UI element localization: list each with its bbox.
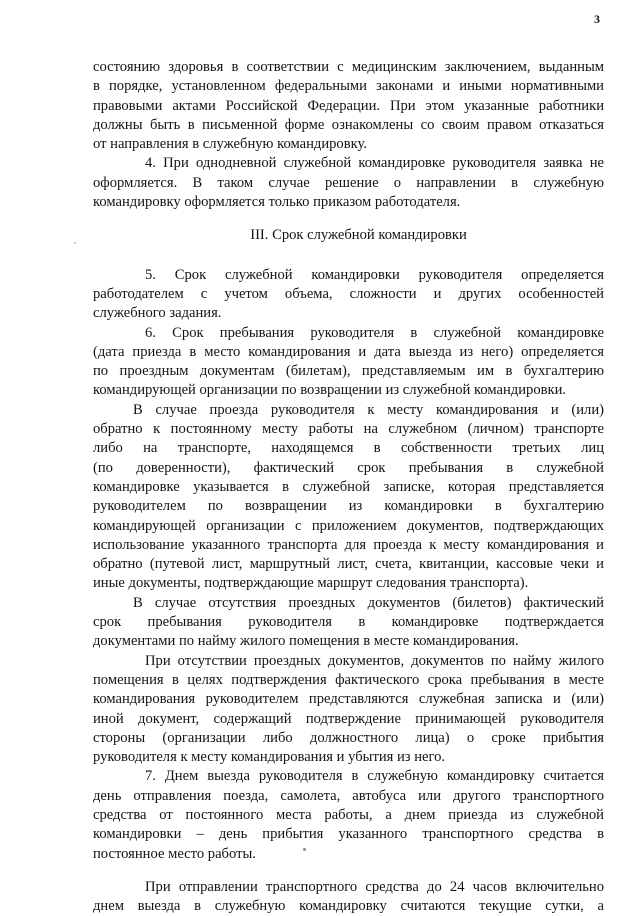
text-line: либо на транспорте, находящемся в собственности третьих лиц xyxy=(93,440,604,457)
text-line: В случае проезда руководителя к месту командирования и (или) xyxy=(133,401,604,418)
paragraph-item-4 xyxy=(93,154,604,212)
text-line: В случае отсутствия проездных документов (билетов) фактический xyxy=(133,594,604,611)
paragraph-item-5 xyxy=(93,266,604,324)
document-body xyxy=(93,58,604,916)
text-line: При отправлении транспортного средства до 24 часов включительно xyxy=(145,878,604,895)
text-line: должны быть в письменной форме ознакомлены со своим правом отказаться xyxy=(93,116,604,133)
paragraph-item-7 xyxy=(93,767,604,863)
paragraph-continuation xyxy=(93,58,604,154)
text-line: в порядке, установленном федеральными законами и иными нормативными xyxy=(93,78,604,95)
text-line: командировке указывается в служебной записке, которая представляется xyxy=(93,478,604,495)
paragraph-item-6 xyxy=(93,324,604,401)
text-line: оформляется. В таком случае решение о направлении в служебную xyxy=(93,174,604,191)
text-line: иной документ, содержащий подтверждение принимающей руководителя xyxy=(93,710,604,727)
page-number: 3 xyxy=(594,12,600,26)
paragraph-no-tickets xyxy=(93,594,604,652)
text-line: помещения в целях подтверждения фактического срока пребывания в месте xyxy=(93,671,604,688)
section-heading: III. Срок служебной командировки xyxy=(250,227,467,244)
text-line: 4. При однодневной служебной командировке руководителя заявка не xyxy=(145,155,604,172)
text-line: 5. Срок служебной командировки руководителя определяется xyxy=(145,266,604,283)
text-line: служебного задания. xyxy=(93,305,222,322)
text-line: (по доверенности), фактический срок пребывания в служебной xyxy=(93,459,604,476)
text-line: средства от постоянного места работы, а днем приезда из служебной xyxy=(93,806,604,823)
text-line: руководителем по возвращении из командировки в бухгалтерию xyxy=(93,498,604,515)
text-line: руководителя к месту командирования и убытия из него. xyxy=(93,749,446,766)
text-line: по проездным документам (билетам), представляемым им в бухгалтерию xyxy=(93,363,604,380)
scan-speck xyxy=(303,848,306,851)
paragraph-no-documents xyxy=(93,652,604,768)
text-line: правовыми актами Российской Федерации. При этом указанные работники xyxy=(93,97,604,114)
text-line: командирующей организации по возвращении из служебной командировки. xyxy=(93,382,567,399)
text-line: командирования руководителем представляются служебная записка и (или) xyxy=(93,691,604,708)
text-line: 7. Днем выезда руководителя в служебную командировку считается xyxy=(145,768,604,785)
text-line: день отправления поезда, самолета, автобуса или другого транспортного xyxy=(93,787,604,804)
text-line: стороны (организации либо должностного лица) о сроке прибытия xyxy=(93,729,604,746)
paragraph-departure xyxy=(93,878,604,916)
text-line: командировки – день прибытия указанного транспортного средства в xyxy=(93,826,604,843)
text-line: работодателем с учетом объема, сложности и других особенностей xyxy=(93,285,604,302)
scan-speck xyxy=(74,242,76,244)
text-line: (дата приезда в место командирования и дата выезда из него) определяется xyxy=(93,343,604,360)
text-line: состоянию здоровья в соответствии с медицинским заключением, выданным xyxy=(93,59,604,75)
text-line: командирующей организации с приложением документов, подтверждающих xyxy=(93,517,604,534)
text-line: обратно (путевой лист, маршрутный лист, счета, квитанции, кассовые чеки и xyxy=(93,556,604,573)
text-line: срок пребывания руководителя в командировке подтверждается xyxy=(93,614,604,631)
text-line: использование указанного транспорта для проезда к месту командирования и xyxy=(93,536,604,553)
paragraph-transport xyxy=(93,401,604,594)
text-line: При отсутствии проездных документов, документов по найму жилого xyxy=(145,652,604,669)
text-line: документами по найму жилого помещения в месте командирования. xyxy=(93,633,519,650)
text-line: иные документы, подтверждающие маршрут следования транспорта). xyxy=(93,575,529,592)
text-line: от направления в служебную командировку. xyxy=(93,136,367,153)
text-line: 6. Срок пребывания руководителя в служебной командировке xyxy=(145,324,604,341)
text-line: обратно к постоянному месту работы на служебном (личном) транспорте xyxy=(93,421,604,438)
text-line: командировку оформляется только приказом работодателя. xyxy=(93,194,461,211)
text-line: днем выезда в служебную командировку считаются текущие сутки, а xyxy=(93,898,604,915)
text-line: постоянное место работы. xyxy=(93,845,256,862)
